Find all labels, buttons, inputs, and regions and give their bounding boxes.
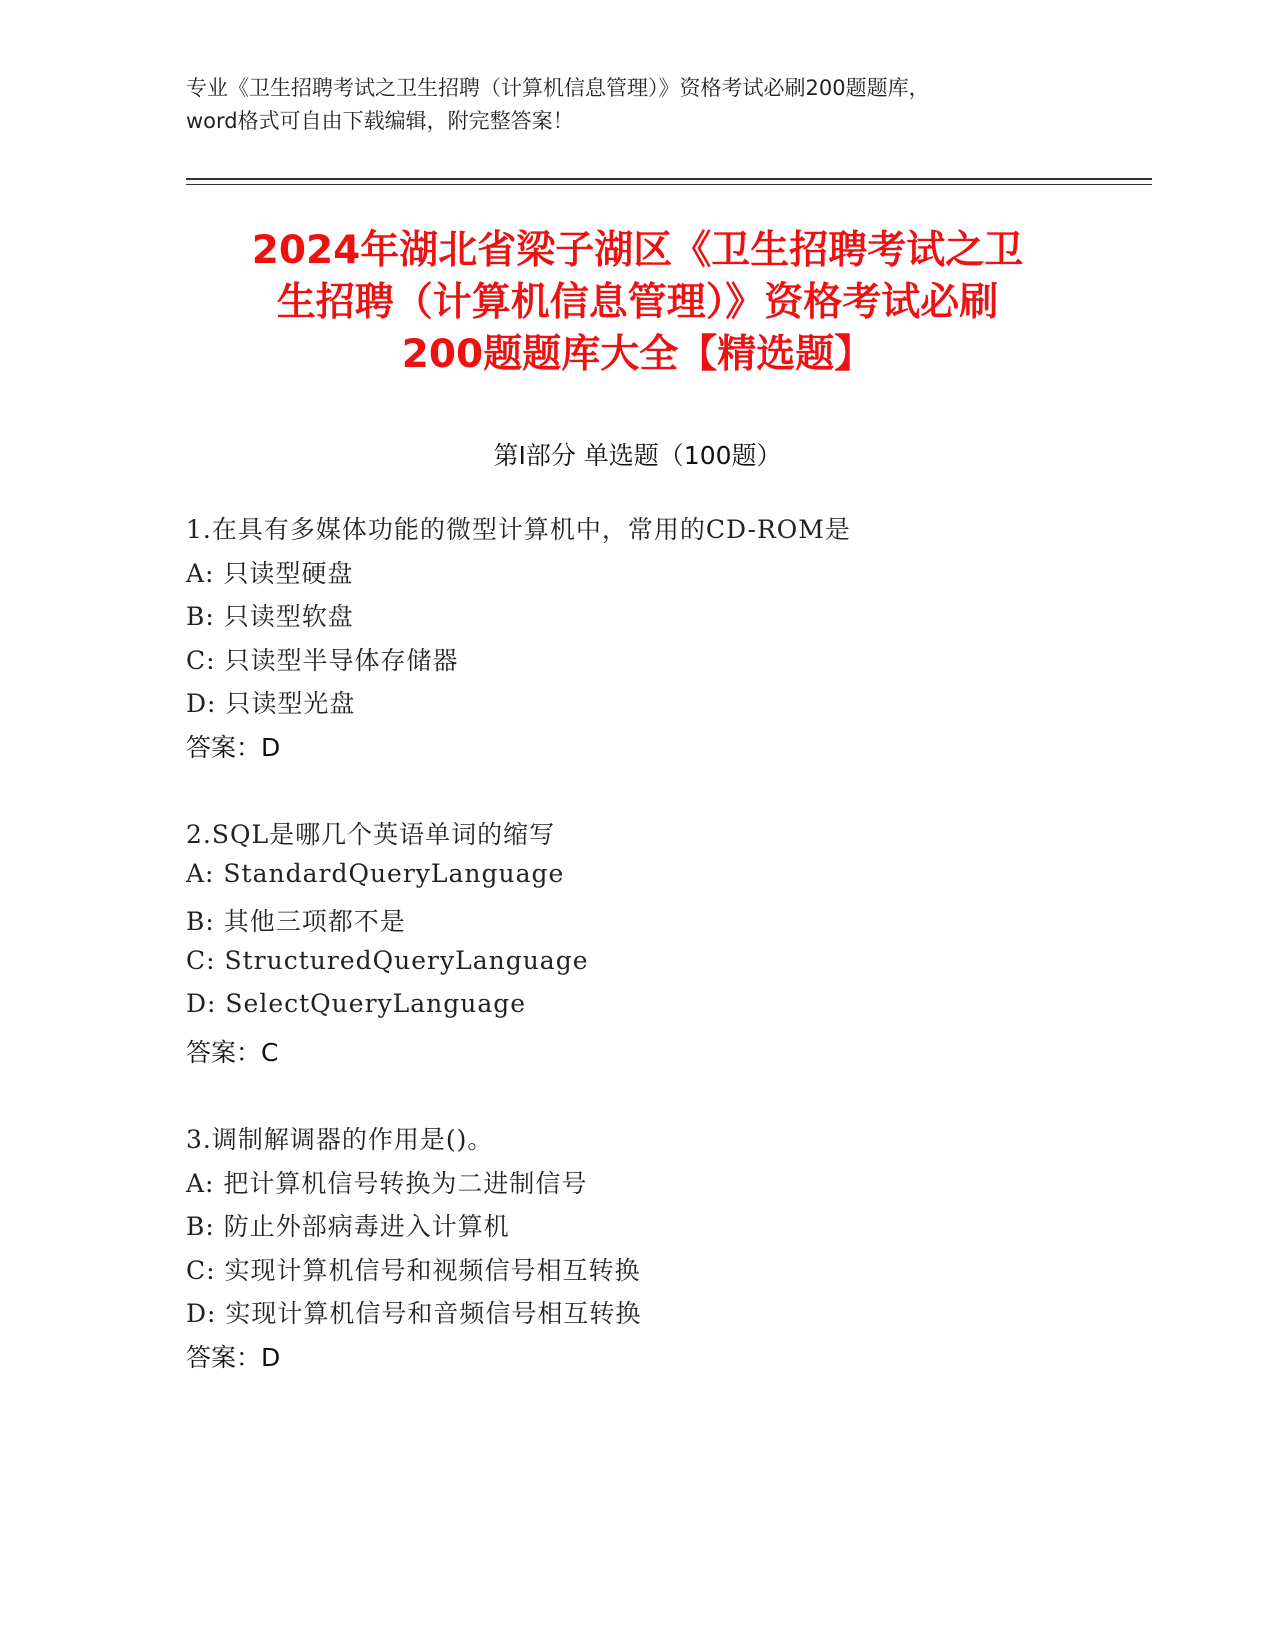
question-option-c: C: StructuredQueryLanguage	[186, 946, 589, 975]
header-note-line-1: 专业《卫生招聘考试之卫生招聘（计算机信息管理）》资格考试必刷200题题库，	[186, 76, 930, 100]
question-stem: 3.调制解调器的作用是()。	[186, 1125, 494, 1154]
header-divider-thick	[186, 178, 1152, 180]
question-stem: 2.SQL是哪几个英语单词的缩写	[186, 820, 556, 849]
title-line-2: 生招聘（计算机信息管理）》资格考试必刷	[276, 280, 999, 325]
question-option-a: A: StandardQueryLanguage	[186, 859, 565, 888]
title-line-3: 200题题库大全【精选题】	[401, 332, 874, 377]
header-divider-thin	[186, 184, 1152, 185]
question-option-d: D: 实现计算机信号和音频信号相互转换	[186, 1299, 642, 1328]
header-note-line-2: word格式可自由下载编辑，附完整答案！	[186, 109, 574, 133]
question-stem: 1.在具有多媒体功能的微型计算机中，常用的CD-ROM是	[186, 515, 851, 544]
header-note	[186, 72, 1086, 138]
title-line-1: 2024年湖北省梁子湖区《卫生招聘考试之卫	[251, 228, 1024, 273]
question-option-c: C: 只读型半导体存储器	[186, 646, 459, 675]
question-answer: 答案：D	[186, 1343, 281, 1372]
question-option-b: B: 防止外部病毒进入计算机	[186, 1212, 510, 1241]
question-option-a: A: 只读型硬盘	[186, 559, 354, 588]
question-option-d: D: SelectQueryLanguage	[186, 989, 527, 1018]
section-title: 第Ⅰ部分 单选题（100题）	[493, 441, 782, 470]
question-answer: 答案：C	[186, 1038, 279, 1067]
question-option-a: A: 把计算机信号转换为二进制信号	[186, 1169, 588, 1198]
document-title	[150, 225, 1125, 381]
question-option-c: C: 实现计算机信号和视频信号相互转换	[186, 1256, 641, 1285]
question-answer: 答案：D	[186, 733, 281, 762]
question-option-b: B: 只读型软盘	[186, 602, 354, 631]
question-option-d: D: 只读型光盘	[186, 689, 356, 718]
question-option-b: B: 其他三项都不是	[186, 907, 406, 936]
